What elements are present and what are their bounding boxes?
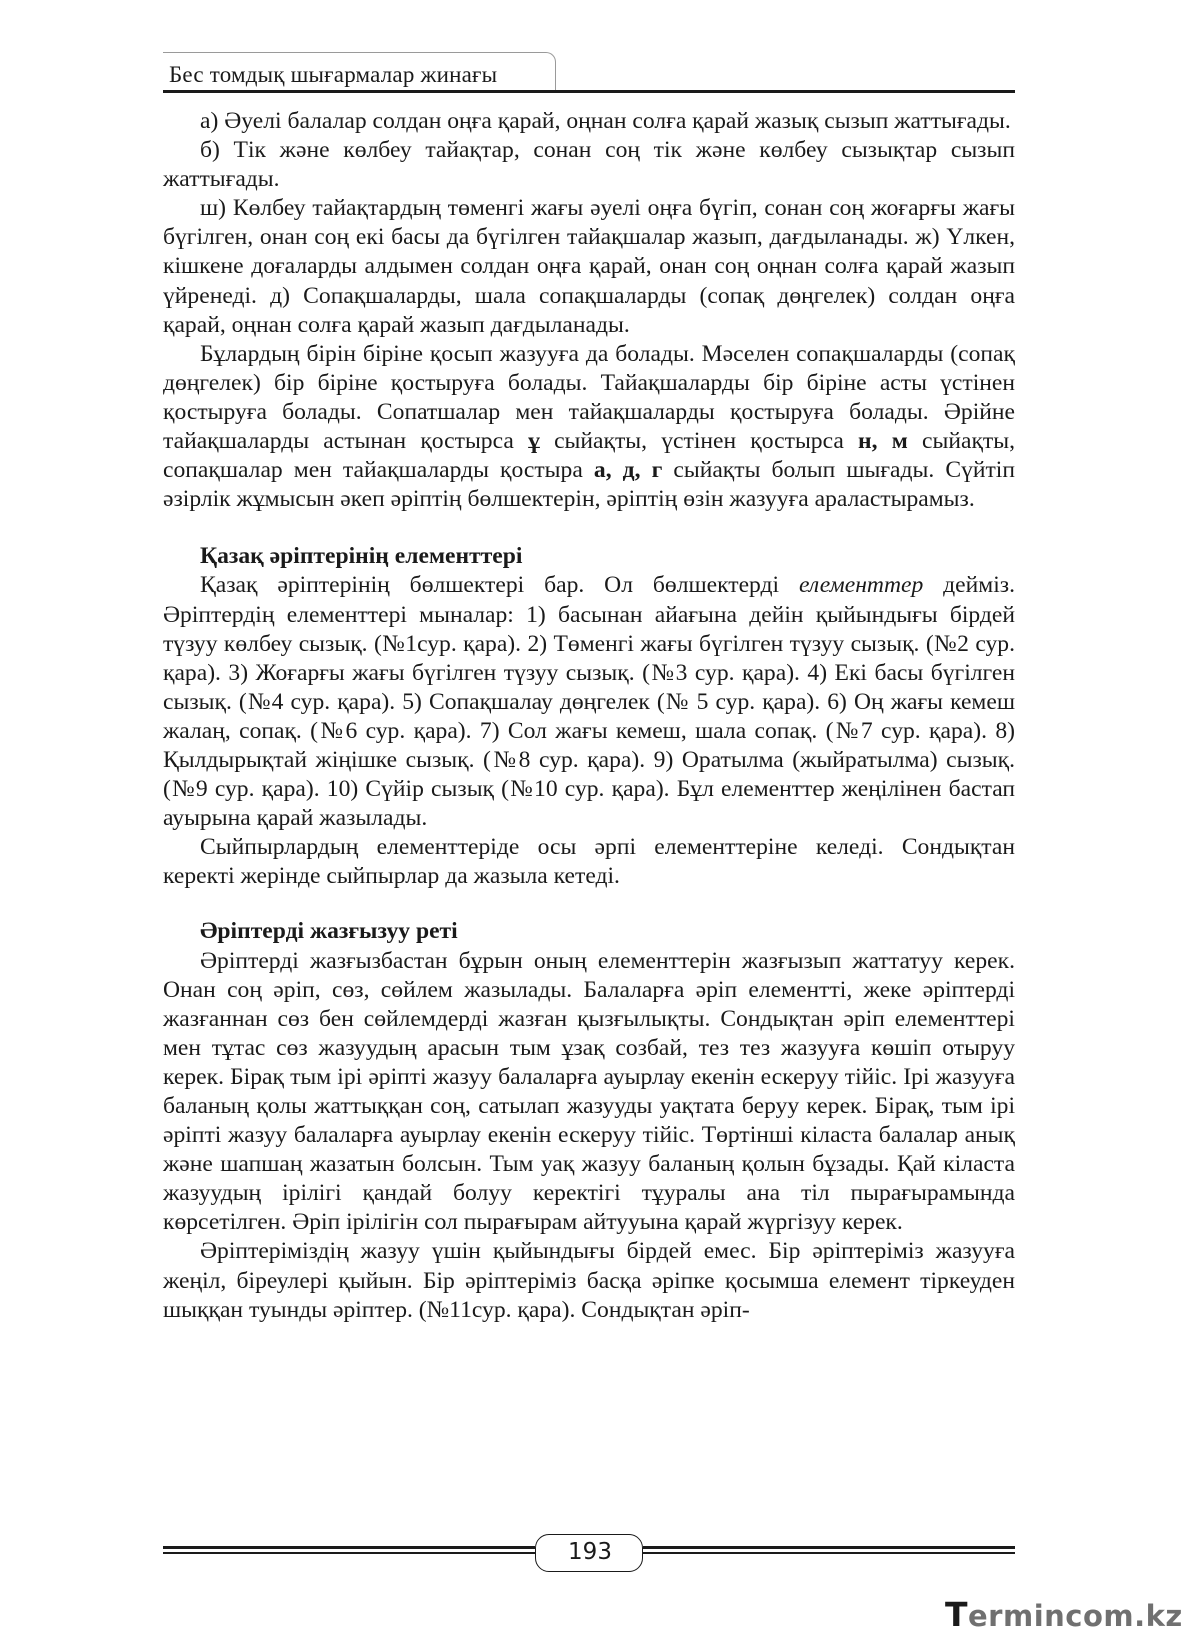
paragraph-a: а) Әуелі балалар солдан оңға қарай, оңнан солға қарай жазық сызып жаттығады. bbox=[200, 108, 1011, 134]
footer-rule-right bbox=[643, 1546, 1015, 1549]
header-title: Бес томдық шығармалар жинағы bbox=[169, 62, 498, 87]
page-body bbox=[163, 107, 1015, 1325]
watermark-logo bbox=[945, 1595, 1183, 1634]
page-footer bbox=[163, 1534, 1015, 1574]
text-run: дейміз. Әріптердің елементтері мыналар: 1) басынан айағына дейін қыйындығы бірдей түзуу көлбеу сызық. (№1сур. қара). 2) Төменгі жағы бүгілген түзуу сызық. (№2 сур. қара). 3) Жоғарғы жағы бүгілген түзуу сызық. (№3 сур. қара). 4) Екі басы бүгілген сызық. (№4 сур. қара). 5) Сопақшалау дөңгелек (№ 5 сур. қара). 6) Оң жағы кемеш жалаң, сопақ. (№6 сур. қара). 7) Сол жағы кемеш, шала сопақ. (№7 сур. қара). 8) Қылдырықтай жіңішке сызық. (№8 сур. қара). 9) Оратылма (жыйратылма) сызық. (№9 сур. қара). 10) Сүйір сызық (№10 сур. қара). Бұл елементтер жеңілінен бастап ауырына қарай жазылады. bbox=[163, 572, 1015, 832]
text-run: сыйақты болып шығады. Сүйтіп әзірлік жұмысын әкеп әріптің бөлшектерін, әріптің өзін жазууға араластырамыз. bbox=[163, 457, 1015, 513]
paragraph-signs: Сыйпырлардың елементтеріде осы әрпі елементтеріне келеді. Сондықтан керекті жерінде сыйпырлар да жазыла кетеді. bbox=[163, 834, 1015, 890]
running-header bbox=[163, 52, 1015, 92]
page-number: 193 bbox=[568, 1539, 612, 1565]
footer-rule-right-thin bbox=[643, 1552, 1015, 1554]
paragraph-order: Әріптерді жазғызбастан бұрын оның елементтерін жазғызып жаттатуу керек. Онан соң әріп, сөз, сөйлем жазылады. Балаларға әріп елементті, жеке әріптерді жазғаннан сөз бен сөйлемдерді жазған қызғылықты. Сондықтан әріп елементтері мен тұтас сөз жазуудың арасын тым ұзақ созбай, тез тез жазууға көшіп отыруу керек. Бірақ тым ірі әріпті жазуу балаларға ауырлау екенін ескеруу тійіс. Ірі жазууға баланың қолы жаттыққан соң, сатылап жазууды уақтата беруу керек. Бірақ, тым ірі әріпті жазуу балаларға ауырлау екенін ескеруу тійіс. Төртінші кіласта балалар анық және шапшаң жазатын болсын. Тым уақ жазуу баланың қолын бұзады. Қай кіласта жазуудың ірілігі қандай болуу керектігі тұуралы ана тіл пырағырамында көрсетілген. Әріп ірілігін сол пырағырам айтууына қарай жүргізуу керек. bbox=[163, 947, 1015, 1236]
bold-letters: н, м bbox=[858, 428, 908, 455]
section-heading-order: Әріптерді жазғызуу реті bbox=[200, 918, 458, 945]
watermark-text: ermincom.kz bbox=[968, 1599, 1183, 1633]
text-run: Қазақ әріптерінің бөлшектері бар. Ол бөлшектерді bbox=[200, 572, 800, 599]
italic-term: елементтер bbox=[799, 572, 924, 599]
paragraph-sh: ш) Көлбеу тайақтардың төменгі жағы әуелі оңға бүгіп, сонан соң жоғарғы жағы бүгілген, онан соң екі басы да бүгілген тайақшалар жазып, дағдыланады. ж) Үлкен, кішкене доғаларды алдымен солдан оңға қарай, онан соң оңнан солға қарай жазып үйренеді. д) Сопақшаларды, шала сопақшаларды (сопақ дөңгелек) солдан оңға қарай, оңнан солға қарай жазып дағдыланады. bbox=[163, 195, 1015, 338]
footer-rule-left-thin bbox=[163, 1552, 535, 1554]
watermark-initial: T bbox=[945, 1595, 969, 1634]
paragraph-b: б) Тік және көлбеу тайақтар, сонан соң тік және көлбеу сызықтар сызып жаттығады. bbox=[163, 137, 1015, 193]
section-gap bbox=[163, 514, 1015, 542]
footer-rule-left bbox=[163, 1546, 535, 1549]
paragraph-elements bbox=[163, 571, 1015, 833]
section-gap bbox=[163, 891, 1015, 917]
text-run: сыйақты, үстінен қостырса bbox=[539, 428, 859, 455]
bold-letters: а, д, г bbox=[593, 457, 663, 484]
bold-letter: ұ bbox=[528, 428, 540, 455]
section-heading-elements: Қазақ әріптерінің елементтері bbox=[200, 543, 523, 570]
page-number-box bbox=[535, 1534, 643, 1572]
paragraph-difficulty: Әріптеріміздің жазуу үшін қыйындығы бірдей емес. Бір әріптеріміз жазууға жеңіл, біреулері қыйын. Бір әріптеріміз басқа әріпке қосымша елемент тіркеуден шыққан туынды әріптер. (№11сур. қара). Сондықтан әріп- bbox=[163, 1238, 1015, 1323]
paragraph-combining bbox=[163, 340, 1015, 515]
text-run: сыйақты, сопақшалар мен тайақшаларды қостыра bbox=[163, 428, 1015, 484]
text-run: Бұлардың бірін біріне қосып жазууға да болады. Мәселен сопақшаларды (сопақ дөңгелек) бір біріне қостыруға болады. Тайақшаларды бір бірінe асты үстінен қостыруға болады. Сопатшалар мен тайақшаларды қостыруға болады. Әрійне тайақшаларды астынан қостырса bbox=[163, 340, 1015, 455]
header-rule bbox=[163, 90, 1015, 93]
